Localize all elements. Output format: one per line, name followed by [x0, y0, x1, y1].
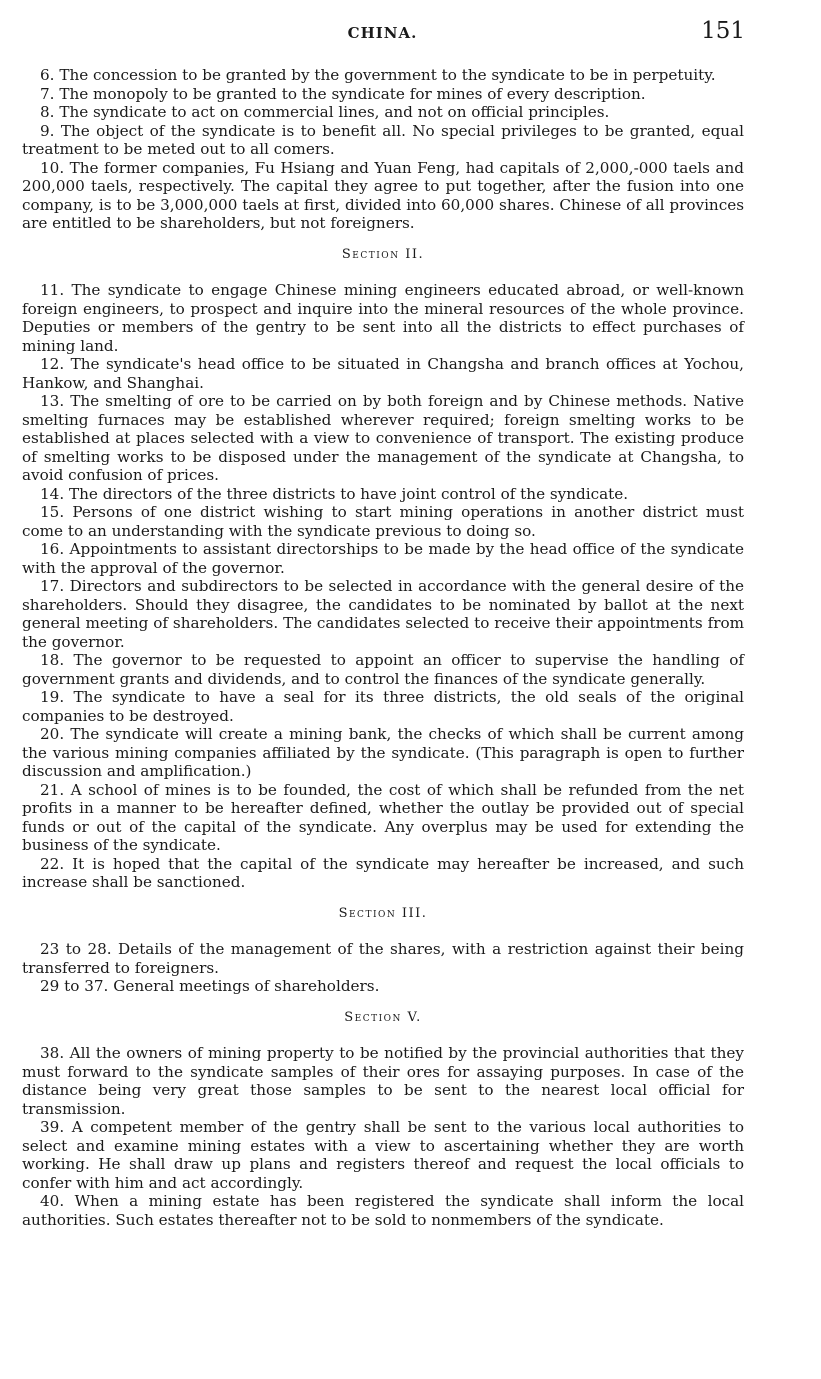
paragraph-21: 21. A school of mines is to be founded, the cost of which shall be refunded from the net profits in a manner to be hereafter defined, whether the outlay be provided out of special funds or out of the capital of the syndicate. Any overplus may be used for extending the business of the syndicate.: [22, 780, 744, 854]
paragraph-40: 40. When a mining estate has been registered the syndicate shall inform the local authorities. Such estates thereafter not to be sold to nonmembers of the syndicate.: [22, 1192, 744, 1229]
paragraph-9: 9. The object of the syndicate is to benefit all. No special privileges to be granted, equal treatment to be meted out to all comers.: [22, 121, 744, 158]
paragraph-13: 13. The smelting of ore to be carried on by both foreign and by Chinese methods. Native smelting furnaces may be established wherever required; foreign smelting works to be established at places selected with a view to convenience of transport. The existing produce of smelting works to be disposed under the management of the syndicate at Changsha, to avoid confusion of prices.: [22, 392, 744, 484]
paragraph-20: 20. The syndicate will create a mining bank, the checks of which shall be current among the various mining companies affiliated by the syndicate. (This paragraph is open to further discussion and amplification.): [22, 725, 744, 780]
page-number: 151: [701, 18, 745, 44]
paragraph-15: 15. Persons of one district wishing to start mining operations in another district must come to an understanding with the syndicate previous to doing so.: [22, 503, 744, 540]
paragraph-23-28: 23 to 28. Details of the management of the shares, with a restriction against their being transferred to foreigners.: [22, 940, 744, 977]
running-title: CHINA.: [347, 24, 418, 42]
paragraph-6: 6. The concession to be granted by the government to the syndicate to be in perpetuity.: [40, 66, 716, 84]
paragraph-11: 11. The syndicate to engage Chinese mining engineers educated abroad, or well-known foreign engineers, to prospect and inquire into the mineral resources of the whole province. Deputies or members of the gentry to be sent into all the districts to effect purchases of mining land.: [22, 281, 744, 355]
paragraph-22: 22. It is hoped that the capital of the syndicate may hereafter be increased, and such increase shall be sanctioned.: [22, 854, 744, 891]
section-heading-v: Section V.: [344, 1009, 422, 1025]
section-heading-iii: Section III.: [338, 905, 428, 921]
page-body: [22, 66, 744, 1229]
section-heading-ii: Section II.: [341, 246, 425, 262]
page-header: [20, 18, 745, 48]
paragraph-39: 39. A competent member of the gentry shall be sent to the various local authorities to select and examine mining estates with a view to ascertaining whether they are worth working. He shall draw up plans and registers thereof and request the local officials to confer with him and act accordingly.: [22, 1118, 744, 1192]
paragraph-17: 17. Directors and subdirectors to be selected in accordance with the general desire of the shareholders. Should they disagree, the candidates to be nominated by ballot at the next general meeting of shareholders. The candidates selected to receive their appointments from the governor.: [22, 577, 744, 651]
paragraph-12: 12. The syndicate's head office to be situated in Changsha and branch offices at Yochou, Hankow, and Shanghai.: [22, 355, 744, 392]
paragraph-8: 8. The syndicate to act on commercial lines, and not on official principles.: [40, 103, 610, 121]
paragraph-18: 18. The governor to be requested to appoint an officer to supervise the handling of government grants and dividends, and to control the finances of the syndicate generally.: [22, 651, 744, 688]
paragraph-19: 19. The syndicate to have a seal for its three districts, the old seals of the original companies to be destroyed.: [22, 688, 744, 725]
paragraph-16: 16. Appointments to assistant directorships to be made by the head office of the syndicate with the approval of the governor.: [22, 540, 744, 577]
paragraph-14: 14. The directors of the three districts to have joint control of the syndicate.: [40, 484, 629, 503]
paragraph-10: 10. The former companies, Fu Hsiang and Yuan Feng, had capitals of 2,000,-000 taels and 200,000 taels, respectively. The capital they agree to put together, after the fusion into one company, is to be 3,000,000 taels at first, divided into 60,000 shares. Chinese of all provinces are entitled to be shareholders, but not foreigners.: [22, 158, 744, 232]
paragraph-7: 7. The monopoly to be granted to the syndicate for mines of every description.: [40, 84, 646, 103]
paragraph-38: 38. All the owners of mining property to be notified by the provincial authorities that they must forward to the syndicate samples of their ores for assaying purposes. In case of the distance being very great those samples to be sent to the nearest local official for transmission.: [22, 1044, 744, 1118]
paragraph-29-37: 29 to 37. General meetings of shareholders.: [40, 977, 380, 995]
